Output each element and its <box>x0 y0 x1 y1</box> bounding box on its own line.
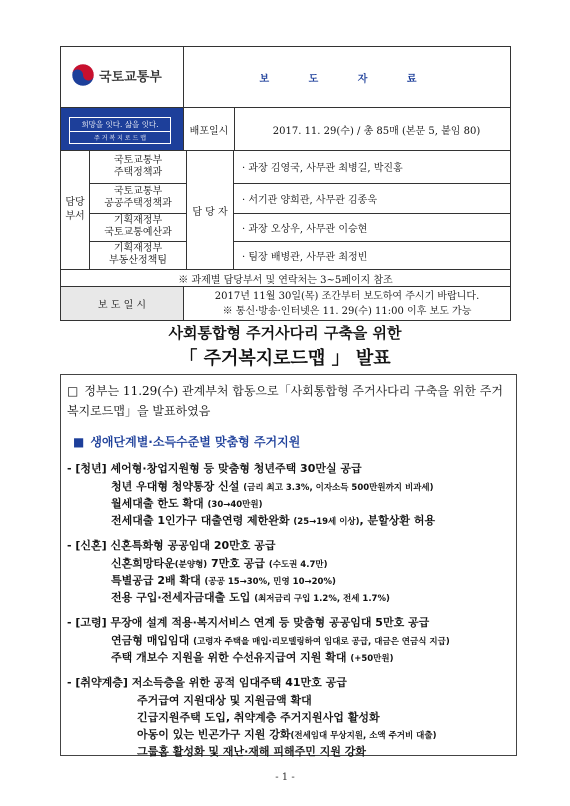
dept-1-persons: · 과장 김영국, 사무관 최병길, 박진홍 <box>234 151 511 183</box>
group-youth-item-2: 월세대출 한도 확대 (30→40만원) <box>111 497 263 510</box>
intro-paragraph <box>67 381 507 421</box>
ministry-name: 국토교통부 <box>99 69 162 85</box>
headline-line-1: 사회통합형 주거사다리 구축을 위한 <box>168 324 402 342</box>
person-label: 담 당 자 <box>187 151 234 269</box>
slogan-cell <box>61 108 184 151</box>
distribution-label: 배포일시 <box>184 108 235 151</box>
contact-note: ※ 과제별 담당부서 및 연락처는 3~5페이지 참조 <box>61 270 511 287</box>
dept-1: 국토교통부 주택정책과 <box>90 151 187 183</box>
group-vulnerable-item-3: 아동이 있는 빈곤가구 지원 강화(전세임대 무상지원, 소액 주거비 대출) <box>137 728 437 741</box>
press-release-title: 보 도 자 료 <box>184 47 511 108</box>
slogan-bottom-text: 주 거 복 지 로 드 맵 <box>93 135 146 142</box>
filled-square-bullet-icon: ■ <box>73 435 85 449</box>
dept-3: 기획재정부 국토교통예산과 <box>90 213 187 241</box>
department-label: 담당 부서 <box>61 151 90 269</box>
dept-2-persons: · 서기관 양희관, 사무관 김종욱 <box>234 183 511 213</box>
group-newlywed-item-3: 전용 구입·전세자금대출 도입 (최저금리 구입 1.2%, 전세 1.7%) <box>111 591 390 604</box>
group-vulnerable-item-4: 그룹홈 활성화 및 재난·재해 피해주민 지원 강화 <box>137 745 367 758</box>
group-vulnerable-item-1: 주거급여 지원대상 및 지원금액 확대 <box>137 694 312 707</box>
press-header-table <box>60 46 511 321</box>
group-newlywed-item-2: 특별공급 2배 확대 (공공 15→30%, 민영 10→20%) <box>111 574 336 587</box>
report-time-value <box>184 287 511 321</box>
dept-3-persons: · 과장 오상우, 사무관 이승현 <box>234 213 511 241</box>
slogan-badge <box>69 117 171 144</box>
taegeuk-emblem-icon <box>71 63 95 87</box>
group-elderly-item-2: 주택 개보수 지원을 위한 수선유지급여 지원 확대 (+50만원) <box>111 651 394 664</box>
section-heading <box>73 433 300 450</box>
dept-4: 기획재정부 부동산정책팀 <box>90 241 187 269</box>
group-youth-item-3: 전세대출 1인가구 대출연령 제한완화 (25→19세 이상), 분할상환 허용 <box>111 514 436 527</box>
headline-line-2: 「 주거복지로드맵 」 발표 <box>179 348 391 369</box>
group-youth-item-1: 청년 우대형 청약통장 신설 (금리 최고 3.3%, 이자소득 500만원까지 비과세) <box>111 480 434 493</box>
page-number: - 1 - <box>275 772 295 783</box>
group-elderly-head: - [고령] 무장애 설계 적용·복지서비스 연계 등 맞춤형 공공임대 5만호 공급 <box>67 616 430 629</box>
intro-text: 정부는 11.29(수) 관계부처 합동으로「사회통합형 주거사다리 구축을 위한 주거복지로드맵」을 발표하였음 <box>67 384 503 418</box>
report-time-line-1: 2017년 11월 30일(목) 조간부터 보도하여 주시기 바랍니다. <box>214 290 480 302</box>
slogan-top-text: 희망을 잇다. 삶을 잇다. <box>70 118 170 132</box>
dept-2: 국토교통부 공공주택정책과 <box>90 183 187 213</box>
report-time-label: 보 도 일 시 <box>61 287 184 321</box>
report-time-line-2: ※ 통신·방송·인터넷은 11. 29(수) 11:00 이후 보도 가능 <box>222 305 472 317</box>
distribution-value: 2017. 11. 29(수) / 총 85매 (본문 5, 붙임 80) <box>235 108 511 151</box>
group-newlywed-head: - [신혼] 신혼특화형 공공임대 20만호 공급 <box>67 539 276 552</box>
section-title: 생애단계별·소득수준별 맞춤형 주거지원 <box>90 435 301 449</box>
group-elderly-item-1: 연금형 매입임대 (고령자 주택을 매입·리모델링하여 임대로 공급, 대금은 연금식 지급) <box>111 634 450 647</box>
dept-4-persons: · 팀장 배병관, 사무관 최정빈 <box>234 241 511 269</box>
square-bullet-icon: □ <box>67 384 79 398</box>
ministry-logo-cell <box>61 47 184 108</box>
group-vulnerable-head: - [취약계층] 저소득층을 위한 공적 임대주택 41만호 공급 <box>67 676 347 689</box>
group-youth-head: - [청년] 셰어형·창업지원형 등 맞춤형 청년주택 30만실 공급 <box>67 462 362 475</box>
group-vulnerable-item-2: 긴급지원주택 도입, 취약계층 주거지원사업 활성화 <box>137 711 380 724</box>
group-newlywed-item-1: 신혼희망타운(분양형) 7만호 공급 (수도권 4.7만) <box>111 557 328 570</box>
summary-box <box>60 374 517 756</box>
department-table <box>61 151 510 269</box>
